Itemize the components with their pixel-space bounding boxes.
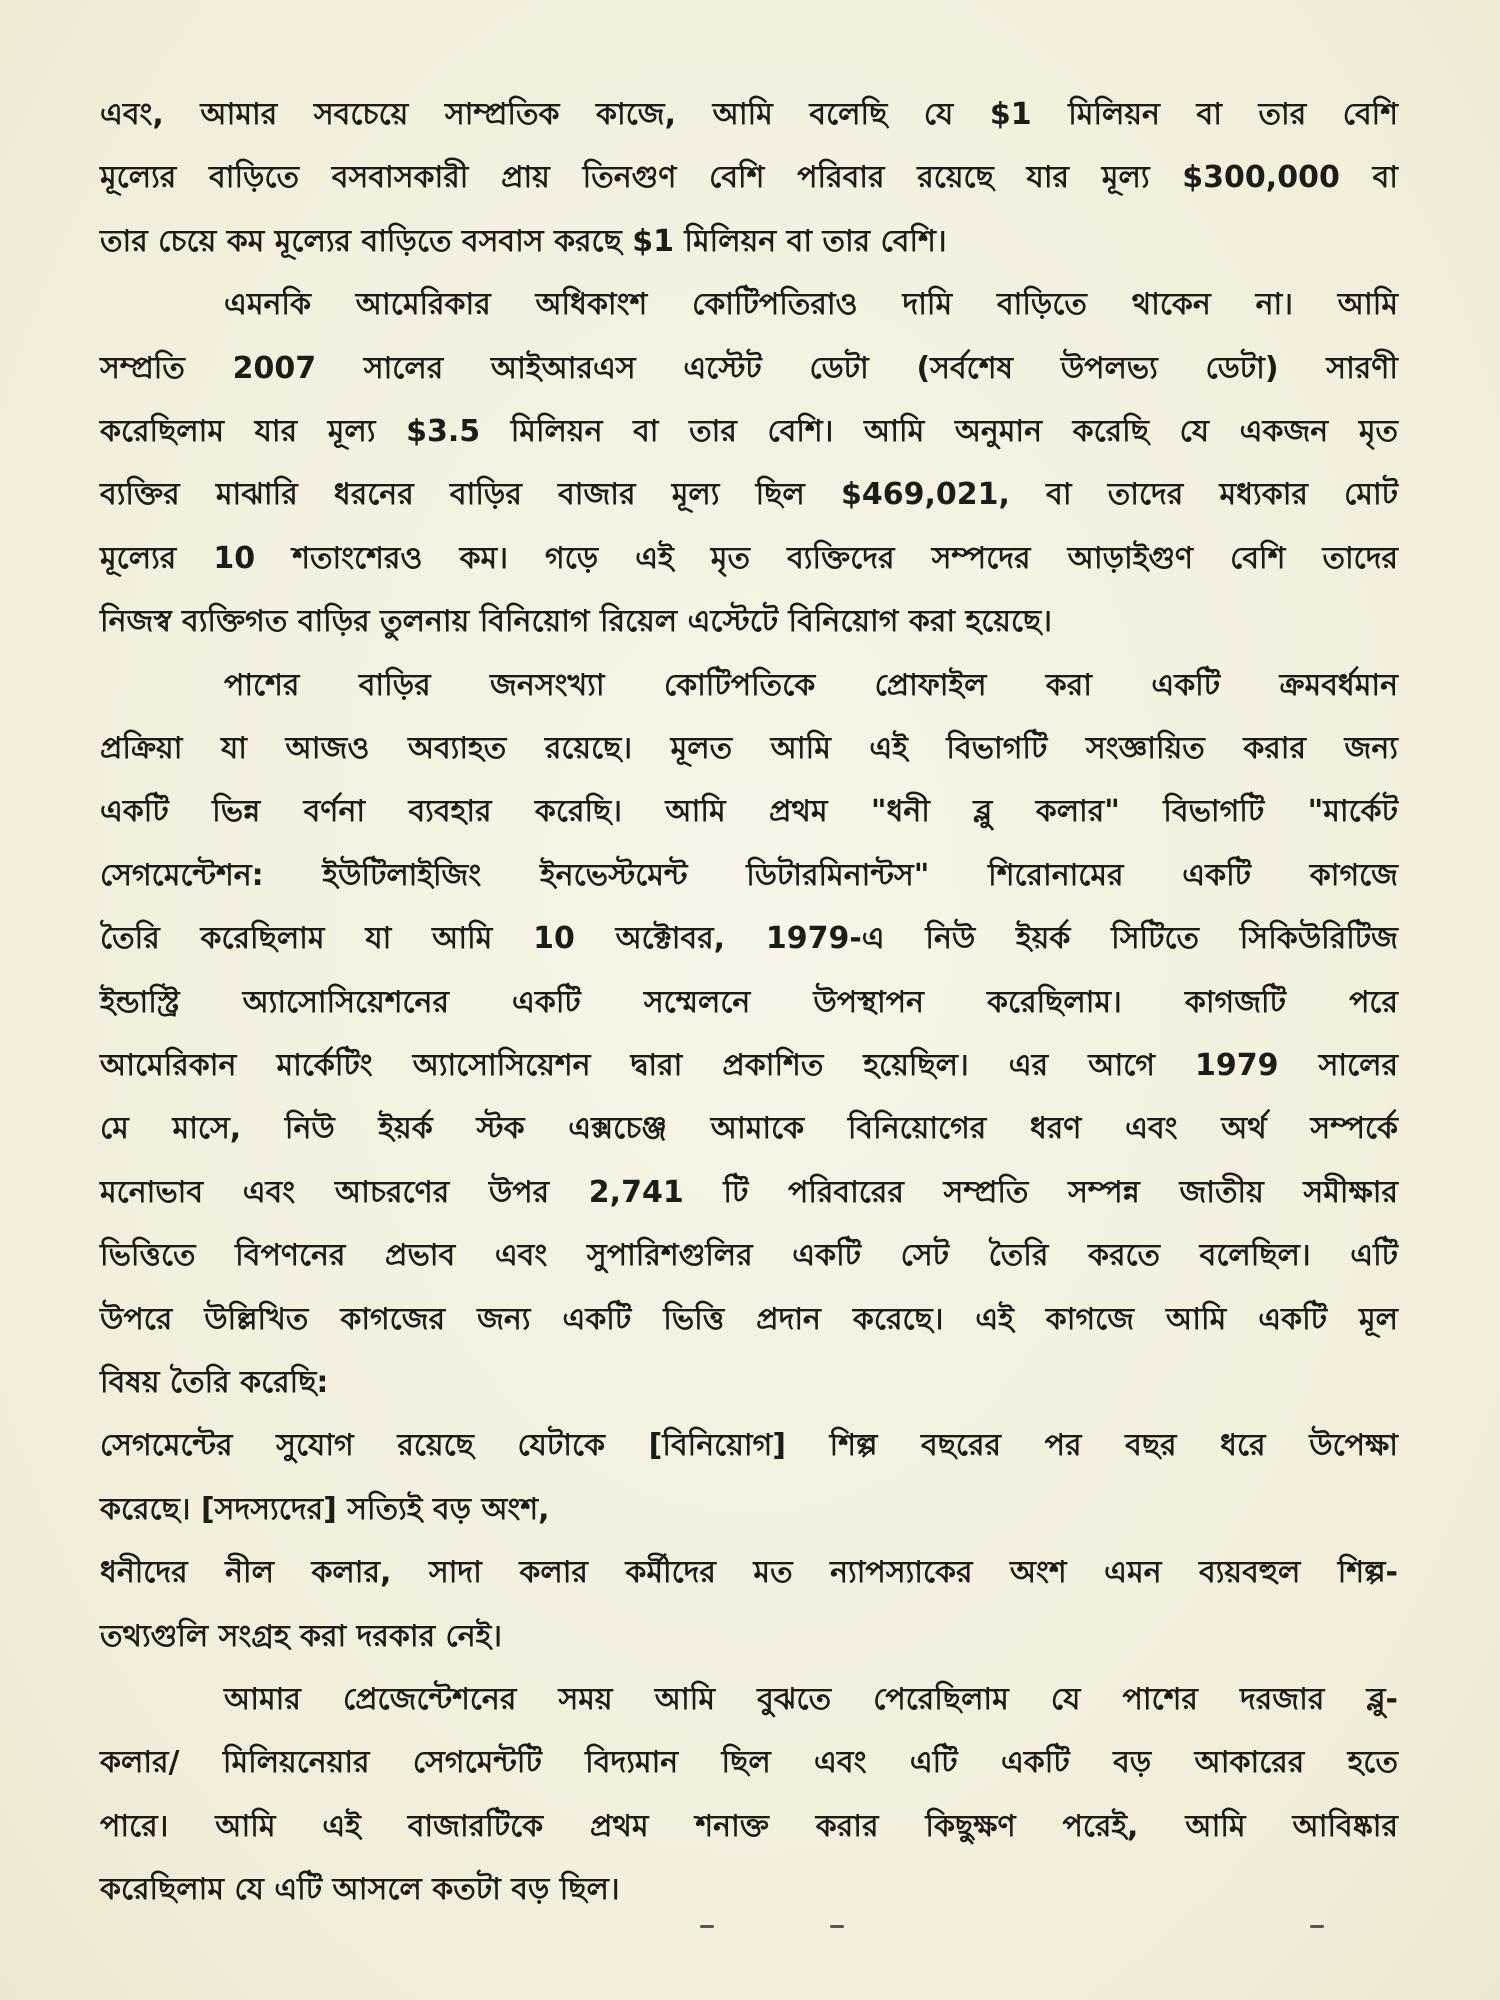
text-line: ধনীদের নীল কলার, সাদা কলার কর্মীদের মত ন্যাপস্যাকের অংশ এমন ব্যয়বহুল শিল্প- — [100, 1555, 1398, 1591]
text-line: মে মাসে, নিউ ইয়র্ক স্টক এক্সচেঞ্জ আমাকে বিনিয়োগের ধরণ এবং অর্থ সম্পর্কে — [100, 1111, 1398, 1147]
text-line: সেগমেন্টের সুযোগ রয়েছে যেটাকে [বিনিয়োগ] শিল্প বছরের পর বছর ধরে উপেক্ষা — [100, 1428, 1398, 1464]
text-line: মূল্যের 10 শতাংশেরও কম। গড়ে এই মৃত ব্যক্তিদের সম্পদের আড়াইগুণ বেশি তাদের — [100, 540, 1398, 576]
text-line: নিজস্ব ব্যক্তিগত বাড়ির তুলনায় বিনিয়োগ রিয়েল এস্টেটে বিনিয়োগ করা হয়েছে। — [100, 604, 1052, 640]
text-line: ভিত্তিতে বিপণনের প্রভাব এবং সুপারিশগুলির একটি সেট তৈরি করতে বলেছিল। এটি — [100, 1238, 1398, 1274]
scan-mark — [1310, 1925, 1324, 1928]
text-line: ইন্ডাস্ট্রি অ্যাসোসিয়েশনের একটি সম্মেলনে উপস্থাপন করেছিলাম। কাগজটি পরে — [100, 984, 1398, 1020]
text-line: করেছে। [সদস্যদের] সত্যিই বড় অংশ, — [100, 1491, 550, 1527]
scan-mark — [700, 1925, 714, 1928]
text-line: সম্প্রতি 2007 সালের আইআরএস এস্টেট ডেটা (সর্বশেষ উপলভ্য ডেটা) সারণী — [100, 350, 1398, 386]
text-line: কলার/ মিলিয়নেয়ার সেগমেন্টটি বিদ্যমান ছিল এবং এটি একটি বড় আকারের হতে — [100, 1745, 1398, 1781]
text-line: পাশের বাড়ির জনসংখ্যা কোটিপতিকে প্রোফাইল করা একটি ক্রমবর্ধমান — [224, 667, 1398, 703]
text-line: এমনকি আমেরিকার অধিকাংশ কোটিপতিরাও দামি বাড়িতে থাকেন না। আমি — [224, 287, 1398, 323]
text-line: প্রক্রিয়া যা আজও অব্যাহত রয়েছে। মূলত আমি এই বিভাগটি সংজ্ঞায়িত করার জন্য — [100, 731, 1398, 766]
text-line: মনোভাব এবং আচরণের উপর 2,741 টি পরিবারের সম্প্রতি সম্পন্ন জাতীয় সমীক্ষার — [100, 1174, 1398, 1210]
text-line: তৈরি করেছিলাম যা আমি 10 অক্টোবর, 1979-এ নিউ ইয়র্ক সিটিতে সিকিউরিটিজ — [100, 921, 1398, 957]
text-line: উপরে উল্লিখিত কাগজের জন্য একটি ভিত্তি প্রদান করেছে। এই কাগজে আমি একটি মূল — [100, 1301, 1398, 1337]
text-line: আমেরিকান মার্কেটিং অ্যাসোসিয়েশন দ্বারা প্রকাশিত হয়েছিল। এর আগে 1979 সালের — [100, 1048, 1398, 1083]
text-line: করেছিলাম যে এটি আসলে কতটা বড় ছিল। — [100, 1872, 620, 1908]
scan-mark — [830, 1925, 844, 1928]
text-line: বিষয় তৈরি করেছি: — [100, 1365, 329, 1400]
text-line: সেগমেন্টেশন: ইউটিলাইজিং ইনভেস্টমেন্ট ডিটারমিনান্টস" শিরোনামের একটি কাগজে — [100, 857, 1398, 893]
text-line: মূল্যের বাড়িতে বসবাসকারী প্রায় তিনগুণ বেশি পরিবার রয়েছে যার মূল্য $300,000 বা — [100, 160, 1398, 196]
text-line: পারে। আমি এই বাজারটিকে প্রথম শনাক্ত করার কিছুক্ষণ পরেই, আমি আবিষ্কার — [100, 1808, 1398, 1844]
text-line: করেছিলাম যার মূল্য $3.5 মিলিয়ন বা তার বেশি। আমি অনুমান করেছি যে একজন মৃত — [100, 414, 1398, 449]
text-line: একটি ভিন্ন বর্ণনা ব্যবহার করেছি। আমি প্রথম "ধনী ব্লু কলার" বিভাগটি "মার্কেট — [100, 794, 1398, 830]
text-line: এবং, আমার সবচেয়ে সাম্প্রতিক কাজে, আমি বলেছি যে $1 মিলিয়ন বা তার বেশি — [100, 97, 1398, 132]
text-line: আমার প্রেজেন্টেশনের সময় আমি বুঝতে পেরেছিলাম যে পাশের দরজার ব্লু- — [224, 1682, 1398, 1717]
text-line: ব্যক্তির মাঝারি ধরনের বাড়ির বাজার মূল্য ছিল $469,021, বা তাদের মধ্যকার মোট — [100, 477, 1398, 513]
text-line: তার চেয়ে কম মূল্যের বাড়িতে বসবাস করছে $1 মিলিয়ন বা তার বেশি। — [100, 223, 947, 259]
text-line: তথ্যগুলি সংগ্রহ করা দরকার নেই। — [100, 1618, 502, 1654]
